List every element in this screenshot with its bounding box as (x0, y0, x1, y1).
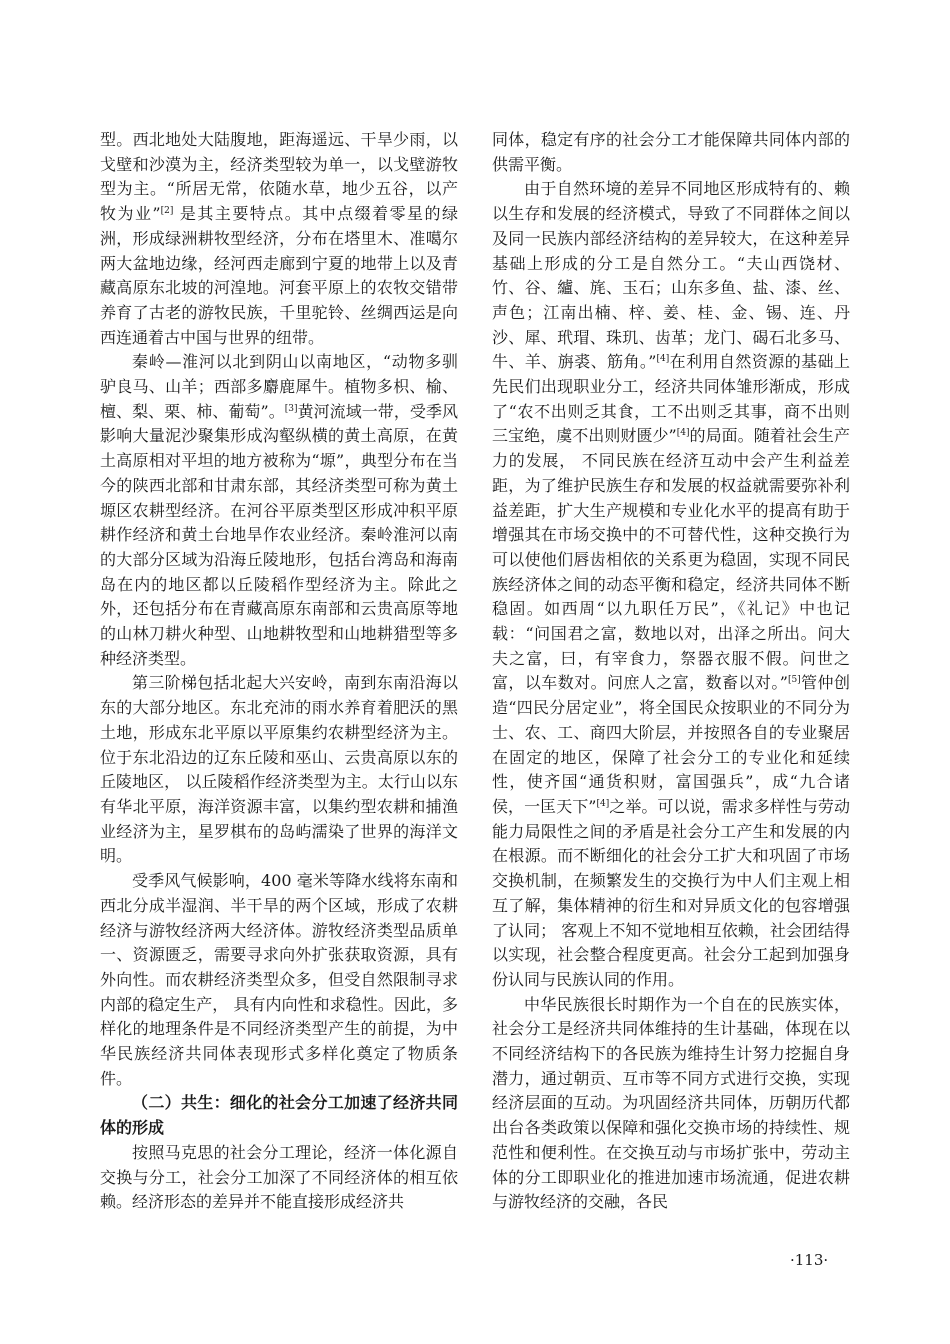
right-column (492, 128, 850, 1215)
citation: [4] (656, 354, 670, 365)
citation: [3] (284, 403, 298, 414)
left-paragraph-2: 秦岭—淮河以北到阴山以南地区，“动物多驯驴良马、山羊；西部多麝鹿犀牛。植物多枳、榆、檀、梨、栗、柿、葡萄”。[3]黄河流域一带，受季风影响大量泥沙聚集形成沟壑纵横的黄土高原，在黄土高原相对平坦的地方被称为“塬”，典型分布在当今的陕西北部和甘肃东部，其经济类型可称为黄土塬区农耕型经济。在河谷平原类型区形成冲积平原耕作经济和黄土台地旱作农业经济。秦岭淮河以南的大部分区域为沿海丘陵地形，包括台湾岛和海南岛在内的地区都以丘陵稻作型经济为主。除此之外，还包括分布在青藏高原东南部和云贵高原等地的山林刀耕火种型、山地耕牧型和山地耕猎型等多种经济类型。 (100, 352, 458, 668)
citation: [4] (676, 428, 690, 439)
citation: [4] (596, 798, 610, 809)
left-paragraph-4: 受季风气候影响，400 毫米等降水线将东南和西北分成半湿润、半干旱的两个区域，形成了农耕经济与游牧经济两大经济体。游牧经济类型品质单一、资源匮乏，需要寻求向外扩张获取资源，具有外向性。而农耕经济类型众多，但受自然限制寻求内部的稳定生产， 具有内向性和求稳性。因此，多样化的地理条件是不同经济类型产生的前提，为中华民族经济共同体表现形式多样化奠定了物质条件。 (100, 871, 458, 1088)
left-paragraph-1: 型。西北地处大陆腹地，距海遥远、干旱少雨，以戈壁和沙漠为主，经济类型较为单一，以戈壁游牧型为主。“所居无常，依随水草，地少五谷，以产牧为业”[2] 是其主要特点。其中点缀着零星的绿洲，形成绿洲耕牧型经济，分布在塔里木、准噶尔两大盆地边缘，经河西走廊到宁夏的地带上以及青藏高原东北坡的河湟地。河套平原上的农牧交错带养育了古老的游牧民族，千里驼铃、丝绸西运是向西连通着古中国与世界的纽带。 (100, 130, 458, 347)
citation: [2] (160, 206, 174, 217)
right-paragraph-1: 同体，稳定有序的社会分工才能保障共同体内部的供需平衡。 (492, 130, 850, 174)
left-paragraph-3: 第三阶梯包括北起大兴安岭，南到东南沿海以东的大部分地区。东北充沛的雨水养育着肥沃的黑土地，形成东北平原以平原集约农耕型经济为主。位于东北沿边的辽东丘陵和巫山、云贵高原以东的丘陵地区， 以丘陵稻作经济类型为主。太行山以东有华北平原，海洋资源丰富，以集约型农耕和捕渔业经济为主，星罗棋布的岛屿濡染了世界的海洋文明。 (100, 673, 458, 866)
left-paragraph-5: 按照马克思的社会分工理论，经济一体化源自交换与分工，社会分工加深了不同经济体的相互依赖。经济形态的差异并不能直接形成经济共 (100, 1142, 458, 1212)
right-paragraph-2: 由于自然环境的差异不同地区形成特有的、赖以生存和发展的经济模式，导致了不同群体之间以及同一民族内部经济结构的差异较大，在这种差异基础上形成的分工是自然分工。“夫山西饶材、竹、谷、纑、旄、玉石；山东多鱼、盐、漆、丝、声色；江南出楠、梓、姜、桂、金、锡、连、丹沙、犀、玳瑁、珠玑、齿革；龙门、碣石北多马、牛、羊、旃裘、筋角。”[4]在利用自然资源的基础上先民们出现职业分工，经济共同体雏形渐成，形成了“农不出则乏其食，工不出则乏其事，商不出则三宝绝，虞不出则财匮少”[4]的局面。随着社会生产力的发展， 不同民族在经济互动中会产生利益差距，为了维护民族生存和发展的权益就需要弥补利益差距，扩大生产规模和专业化水平的提高有助于增强其在市场交换中的不可替代性，这种交换行为可以使他们唇齿相依的关系更为稳固，实现不同民族经济体之间的动态平衡和稳定，经济共同体不断稳固。如西周“以九职任万民”，《礼记》中也记载：“问国君之富，数地以对，出泽之所出。问大夫之富，曰，有宰食力，祭器衣服不假。问世之富，以车数对。问庶人之富，数畜以对。”[5]管仲创造“四民分居定业”，将全国民众按职业的不同分为士、农、工、商四大阶层，并按照各自的专业聚居在固定的地区，保障了社会分工的专业化和延续性，使齐国“通货积财，富国强兵”，成“九合诸侯，一匡天下”[4]之举。可以说，需求多样性与劳动能力局限性之间的矛盾是社会分工产生和发展的内在根源。而不断细化的社会分工扩大和巩固了市场交换机制，在频繁发生的交换行为中人们主观上相互了解，集体精神的衍生和对异质文化的包容增强了认同； 客观上不知不觉地相互依赖，社会团结得以实现，社会整合程度更高。社会分工起到加强身份认同与民族认同的作用。 (492, 179, 850, 989)
section-heading: （二）共生：细化的社会分工加速了经济共同体的形成 (100, 1093, 458, 1138)
right-paragraph-3: 中华民族很长时期作为一个自在的民族实体，社会分工是经济共同体维持的生计基础，体现在以不同经济结构下的各民族为维持生计努力挖掘自身潜力，通过朝贡、互市等不同方式进行交换，实现经济层面的互动。为巩固经济共同体，历朝历代都出台各类政策以保障和强化交换市场的持续性、规范性和便利性。在交换互动与市场扩张中，劳动主体的分工即职业化的推进加速市场流通，促进农耕与游牧经济的交融，各民 (492, 994, 850, 1212)
left-column (100, 128, 458, 1215)
citation: [5] (787, 675, 801, 686)
page-number: ·113· (790, 1251, 829, 1269)
